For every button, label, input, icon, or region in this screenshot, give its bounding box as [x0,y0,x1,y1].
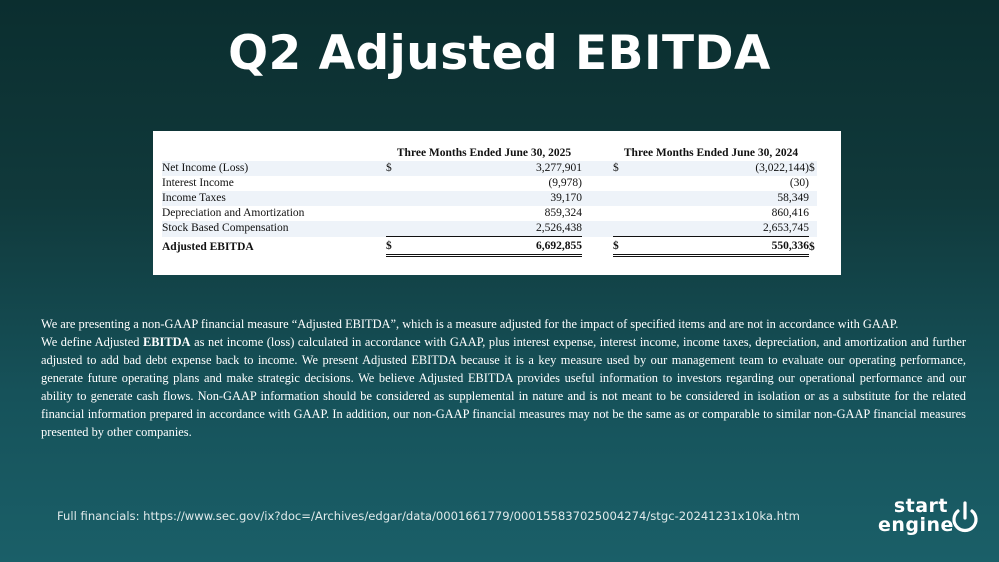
currency-symbol: $ [613,237,623,256]
total-2025: 6,692,855 [396,237,582,256]
value-2025: 859,324 [396,206,582,221]
row-label: Interest Income [162,176,386,191]
value-2025: (9,978) [396,176,582,191]
table-header-row [162,145,817,161]
financial-table-image [153,131,841,275]
table-row [162,221,817,237]
logo-word-start: start [893,495,948,517]
currency-symbol: $ [613,161,623,176]
total-label: Adjusted EBITDA [162,237,386,256]
paragraph-2: We define Adjusted EBITDA as net income (loss) calculated in accordance with GAAP, plus interest expense, interest income, income taxes, depreciation, and amortization and further adjusted to add bad debt expense back to income. We present Adjusted EBITDA because it is a key measure used by our management team to evaluate our operating performance, generate future operating plans and make strategic decisions. We believe Adjusted EBITDA provides useful information to investors regarding our operational performance and our ability to generate cash flows. Non-GAAP information should be considered as supplemental in nature and is not meant to be considered in isolation or as a substitute for the related financial information prepared in accordance with GAAP. In addition, our non-GAAP financial measures may not be the same as or comparable to similar non-GAAP financial measures presented by other companies. [41,335,966,439]
logo-word-engine: engine [878,514,954,536]
disclosure-text [41,315,966,441]
value-2024: 860,416 [623,206,809,221]
power-icon [950,501,980,535]
table-row [162,176,817,191]
value-2025: 39,170 [396,191,582,206]
value-2024: (3,022,144) [623,161,809,176]
table-row [162,161,817,176]
value-2024: (30) [623,176,809,191]
value-2024: 58,349 [623,191,809,206]
currency-symbol: $ [809,161,817,176]
value-2024: 2,653,745 [623,221,809,237]
paragraph-1: We are presenting a non-GAAP financial measure “Adjusted EBITDA”, which is a measure adjusted for the impact of specified items and are not in accordance with GAAP. [41,317,899,331]
total-2024: 550,336 [623,237,809,256]
value-2025: 3,277,901 [396,161,582,176]
ebitda-bold: EBITDA [142,335,191,349]
currency-symbol: $ [809,237,817,256]
row-label: Income Taxes [162,191,386,206]
startengine-logo [878,495,982,541]
currency-symbol: $ [386,161,396,176]
slide-title: Q2 Adjusted EBITDA [228,26,771,81]
value-2025: 2,526,438 [396,221,582,237]
row-label: Depreciation and Amortization [162,206,386,221]
table-row [162,191,817,206]
financials-link[interactable]: Full financials: https://www.sec.gov/ix?doc=/Archives/edgar/data/0001661779/000155837025004274/stgc-20241231x10ka.htm [57,509,800,523]
currency-symbol: $ [386,237,396,256]
header-2025: Three Months Ended June 30, 2025 [396,146,572,159]
row-label: Stock Based Compensation [162,221,386,237]
ebitda-table [162,145,817,257]
row-label: Net Income (Loss) [162,161,386,176]
header-2024: Three Months Ended June 30, 2024 [623,146,799,159]
total-row [162,237,817,256]
table-row [162,206,817,221]
